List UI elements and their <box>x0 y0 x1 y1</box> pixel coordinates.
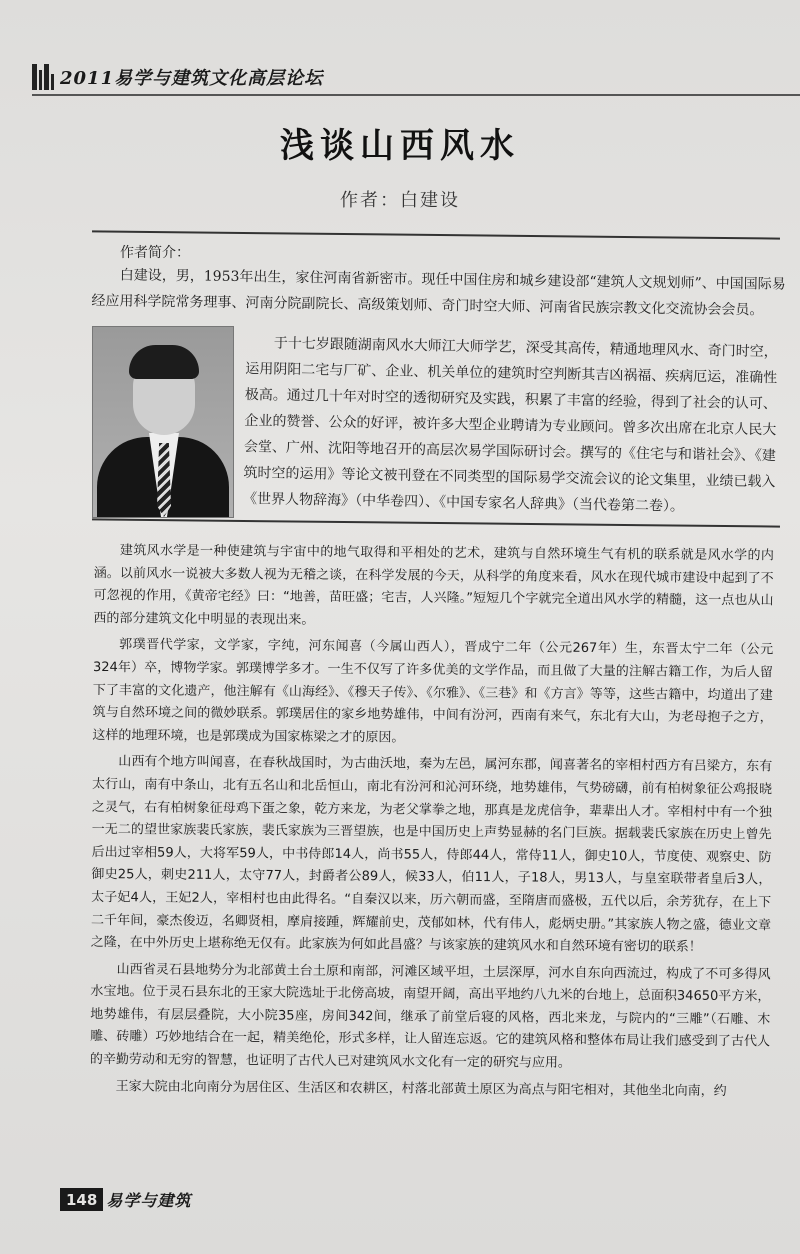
bio-top-divider <box>92 230 780 239</box>
bio-intro-text: 白建设，男，1953年出生，家住河南省新密市。现任中国住房和城乡建设部“建筑人文规划师”、中国国际易经应用科学院常务理事、河南分院副院长、高级策划师、奇门时空大师、河南省民族宗教文化交流协会会员。 <box>91 267 786 319</box>
body-paragraph: 建筑风水学是一种使建筑与宇宙中的地气取得和平相处的艺术，建筑与自然环境生气有机的联系就是风水学的内涵。以前风水一说被大多数人视为无稽之谈，在科学发展的今天，从科学的角度来看，风水在现代城市建设中起到了不可忽视的作用，《黄帝宅经》曰：“地善，苗旺盛；宅吉，人兴隆。”短短几个字就完全道出风水学的精髓，这一点也从山西的部分建筑文化中明显的表现出来。 <box>93 543 774 628</box>
bio-detail-text: 于十七岁跟随湖南风水大师江大师学艺，深受其高传，精通地理风水、奇门时空，运用阴阳二宅与厂矿、企业、机关单位的建筑时空判断其吉凶祸福、疾病厄运，准确性极高。通过几十年对时空的透彻研究及实践，积累了丰富的经验，得到了社会的认可、企业的赞誉、公众的好评，被许多大型企业聘请为专业顾问。曾多次出席在北京人民大会堂、广州、沈阳等地召开的高层次易学国际研讨会。撰写的《住宅与和谐社会》、《建筑时空的运用》等论文被刊登在不同类型的国际易学交流会议的论文集里，业绩已载入《世界人物辞海》（中华卷四）、《中国专家名人辞典》（当代卷第二卷）。 <box>242 335 778 515</box>
page-footer <box>60 1188 191 1211</box>
article-author: 作者：白建设 <box>340 190 460 211</box>
header-divider <box>32 94 800 96</box>
body-paragraph: 山西有个地方叫闻喜，在春秋战国时，为古曲沃地，秦为左邑，属河东郡，闻喜著名的宰相村西方有吕梁方，东有太行山，南有中条山，北有五名山和北岳恒山，南北有汾河和沁河环绕，地势雄伟，气势磅礴，前有柏树象征公鸡报晓之灵气，右有柏树象征母鸡下蛋之象，乾方来龙，为老父掌拳之地，那真是龙虎信争，辈辈出人才。宰相村中有一个独一无二的望世家族裴氏家族，裴氏家族为三晋望族，也是中国历史上声势显赫的名门巨族。据载裴氏家族在历史上曾先后出过宰相59人，大将军59人，中书侍郎14人，尚书55人，侍郎44人，常侍11人，御史10人，节度使、观察史、防御史25人，刺史211人，太守77人，封爵者公89人，候33人，伯11人，子18人，男13人，与皇室联带者皇后3人，太子妃4人，王妃2人，宰相村也由此得名。“自秦汉以来，历六朝而盛，至隋唐而盛极，五代以后，余芳犹存，在上下二千年间，豪杰俊迈，名卿贤相，摩肩接踵，辉耀前史，茂郁如林，代有伟人，彪炳史册。”其家族人物之盛，德业文章之隆，在中外历史上堪称绝无仅有。此家族为何如此昌盛？与该家族的建筑风水和自然环境有密切的联系！ <box>90 754 773 955</box>
page-number: 148 <box>60 1188 103 1211</box>
bio-detail-paragraph <box>243 330 786 521</box>
journal-name: 易学与建筑 <box>106 1191 192 1210</box>
running-title: 2011易学与建筑文化高层论坛 <box>60 68 324 89</box>
body-paragraph: 郭璞晋代学家，文学家，字纯，河东闻喜（今属山西人），晋成宁二年（公元267年）生，东晋太宁二年（公元324年）卒，博物学家。郭璞博学多才。一生不仅写了许多优美的文学作品，而且做了大量的注解古籍工作，为后人留下了丰富的文化遗产，他注解有《山海经》、《穆天子传》、《尔雅》、《三巷》和《方言》等等，这些古籍中，均道出了建筑与自然环境之间的微妙联系。郭璞居住的家乡地势雄伟，中间有汾河，西南有来气，东北有大山，为老母抱子之方，这样的地理环境，也是郭璞成为国家栋梁之才的原因。 <box>92 637 774 746</box>
author-photo <box>92 326 234 518</box>
bio-intro-paragraph <box>91 262 788 324</box>
header-bar-icon <box>32 64 54 90</box>
bio-label: 作者简介： <box>120 245 190 261</box>
body-paragraph: 山西省灵石县地势分为北部黄土台土原和南部，河滩区域平坦，土层深厚，河水自东向西流过，构成了不可多得风水宝地。位于灵石县东北的王家大院选址于北傍高坡，南望开阔，高出平地约八九米的台地上，总面积34650平方米，地势雄伟，有层层叠院，大小院35座，房间342间，继承了前堂后寝的风格，西北来龙，与院内的“三雕”（石雕、木雕、砖雕）巧妙地结合在一起，精美绝伦，形式多样，让人留连忘返。它的建筑风格和整体布局让我们感受到了古代人的辛勤劳动和无穷的智慧，也证明了古代人已对建筑风水文化有一定的研究与应用。 <box>89 961 771 1071</box>
bio-bottom-divider <box>92 518 780 527</box>
article-body <box>90 540 774 1108</box>
article-title: 浅谈山西风水 <box>280 126 520 166</box>
running-header <box>32 62 323 92</box>
body-paragraph: 王家大院由北向南分为居住区、生活区和农耕区，村落北部黄土原区为高点与阳宅相对，其他坐北向南，约 <box>115 1078 727 1099</box>
